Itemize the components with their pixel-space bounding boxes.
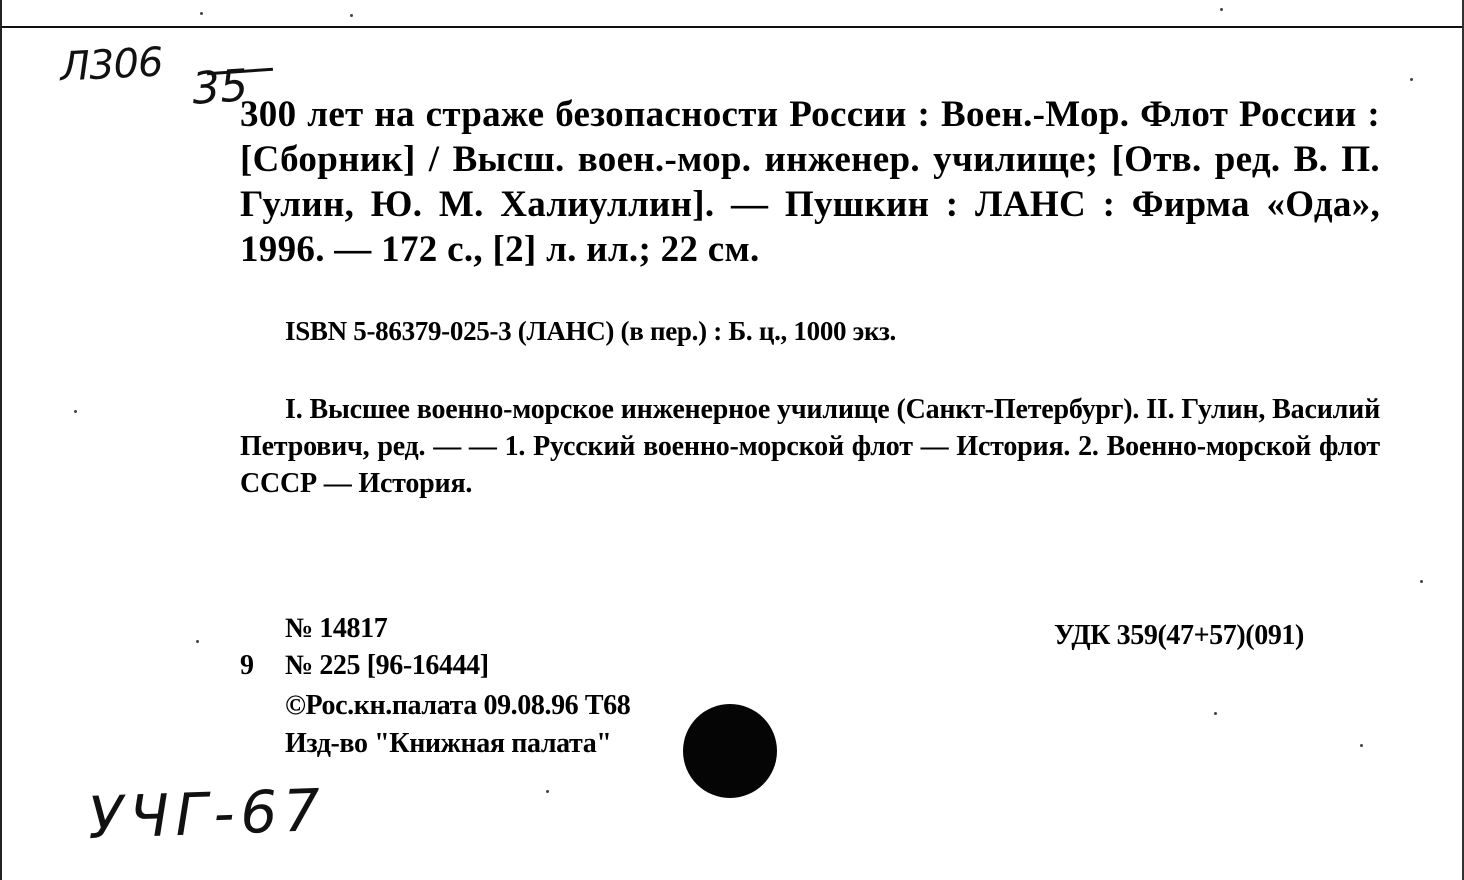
card-index-digit: 9 bbox=[240, 650, 254, 681]
udk-code: УДК 359(47+57)(091) bbox=[1054, 620, 1304, 651]
speck bbox=[1360, 744, 1363, 747]
subject-tracings: I. Высшее военно-морское инженерное училище (Санкт-Петербург). II. Гулин, Василий Петрович, ред. — — 1. Русский военно-морской флот — История. 2. Военно-морской флот СССР — История. bbox=[240, 394, 1380, 499]
speck bbox=[1220, 8, 1223, 11]
chamber-number: № 225 [96-16444] bbox=[285, 650, 489, 681]
speck bbox=[196, 640, 199, 643]
left-edge bbox=[0, 0, 2, 880]
record-number: № 14817 bbox=[285, 613, 388, 644]
speck bbox=[200, 12, 203, 15]
speck bbox=[546, 790, 549, 793]
bibliographic-entry: 300 лет на страже безопасности России : Воен.-Мор. Флот России : [Сборник] / Высш. воен.-мор. инженер. училище; [Отв. ред. В. П. Гулин, Ю. М. Халиуллин]. — Пушкин : ЛАНС : Фирма «Ода», 1996. — 172 с., [2] л. ил.; 22 см. bbox=[240, 94, 1380, 270]
speck bbox=[1214, 712, 1217, 715]
isbn-line: ISBN 5-86379-025-3 (ЛАНС) (в пер.) : Б. ц., 1000 экз. bbox=[285, 316, 896, 346]
speck bbox=[1420, 580, 1423, 583]
punch-hole bbox=[683, 704, 777, 798]
handwritten-shelf-number: 35 bbox=[190, 60, 250, 115]
handwritten-shelf-mark: Л306 bbox=[58, 39, 164, 91]
top-rule bbox=[0, 26, 1464, 28]
publisher-line: Изд-во "Книжная палата" bbox=[285, 728, 612, 759]
speck bbox=[350, 14, 353, 17]
handwritten-inventory: УЧГ-67 bbox=[86, 775, 328, 853]
speck bbox=[1410, 78, 1413, 81]
copyright-line: ©Рос.кн.палата 09.08.96 Т68 bbox=[285, 690, 631, 721]
speck bbox=[74, 410, 77, 413]
